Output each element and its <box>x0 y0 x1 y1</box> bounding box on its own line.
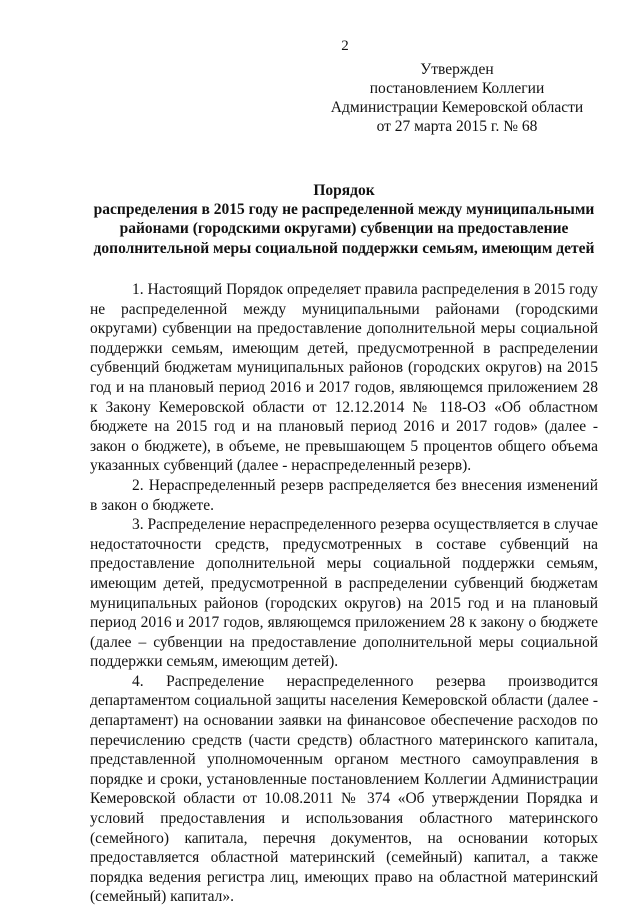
approval-stamp <box>327 60 587 136</box>
title-heading: Порядок <box>313 182 375 199</box>
paragraph-2: 2. Нераспределенный резерв распределяется без внесения изменений в закон о бюджете. <box>90 476 598 514</box>
document-title <box>90 181 598 258</box>
approval-line: Утвержден <box>420 61 494 78</box>
page-number: 2 <box>341 38 349 54</box>
approval-line: от 27 марта 2015 г. № 68 <box>376 118 538 135</box>
paragraph-3: 3. Распределение нераспределенного резерва осуществляется в случае недостаточности средств, предусмотренных в составе субвенций на предоставление дополнительной меры социальной поддержки семьям, имеющим детей, предусмотренной в распределении субвенций бюджетам муниципальных районов (городских округов) на 2015 год и на плановый период 2016 и 2017 годов, являющемся приложением 28 к закону о бюджете (далее – субвенции на предоставление дополнительной меры социальной поддержки семьям, имеющим детей). <box>90 516 598 671</box>
document-body <box>90 280 598 907</box>
approval-line: Администрации Кемеровской области <box>330 99 584 116</box>
title-line: дополнительной меры социальной поддержки семьям, имеющим детей <box>93 239 595 257</box>
approval-line: постановлением Коллегии <box>369 80 545 97</box>
paragraph-4: 4. Распределение нераспределенного резерва производится департаментом социальной защиты населения Кемеровской области (далее - департамент) на основании заявки на финансовое обеспечение расходов по перечислению средств (части средств) областного материнского капитала, представленной уполномоченным органом местного самоуправления в порядке и сроки, установленные постановлением Коллегии Администрации Кемеровской области от 10.08.2011 № 374 «Об утверждении Порядка и условий предоставления и использования областного материнского (семейного) капитала, перечня документов, на основании которых предоставляется областной материнский (семейный) капитал, а также порядка ведения регистра лиц, имеющих право на областной материнский (семейный) капитал». <box>90 672 598 906</box>
title-line: районами (городскими округами) субвенции на предоставление <box>119 220 569 238</box>
paragraph-1: 1. Настоящий Порядок определяет правила распределения в 2015 году не распределенной между муниципальными районами (городскими округами) субвенции на предоставление дополнительной меры социальной поддержки семьям, имеющим детей, предусмотренной в распределении субвенций бюджетам муниципальных районов (городских округов) на 2015 год и на плановый период 2016 и 2017 годов, являющемся приложением 28 к Закону Кемеровской области от 12.12.2014 № 118-ОЗ «Об областном бюджете на 2015 год и на плановый период 2016 и 2017 годов» (далее - закон о бюджете), в объеме, не превышающем 5 процентов общего объема указанных субвенций (далее - нераспределенный резерв). <box>90 281 598 475</box>
title-line: распределения в 2015 году не распределенной между муниципальными <box>93 201 595 219</box>
